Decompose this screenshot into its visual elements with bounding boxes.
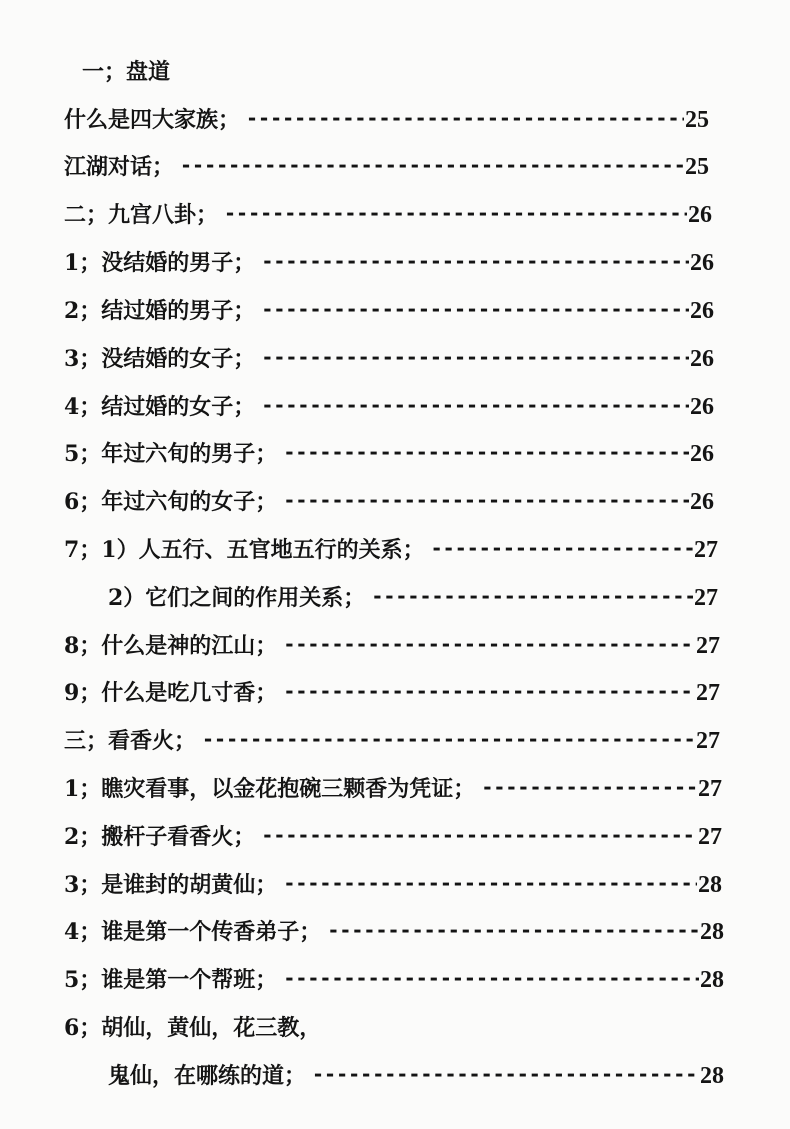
toc-entry-text: 1；没结婚的男子； <box>64 250 256 276</box>
dot-leader <box>481 773 697 801</box>
toc-page-number: 27 <box>696 728 720 754</box>
dot-leader <box>224 199 687 227</box>
dot-leader <box>431 534 693 562</box>
toc-entry <box>64 632 720 662</box>
dot-leader <box>283 630 695 658</box>
toc-entry <box>64 249 714 279</box>
toc-entry-text: 5；年过六旬的男子； <box>64 441 278 467</box>
toc-entry <box>64 488 714 518</box>
toc-entry <box>64 918 724 948</box>
dot-leader <box>261 295 689 323</box>
toc-entry-text: 4；结过婚的女子； <box>64 394 256 420</box>
toc-entry <box>64 823 722 853</box>
dot-leader <box>246 104 684 132</box>
toc-entry-text: 2）它们之间的作用关系； <box>108 585 366 611</box>
dot-leader <box>283 486 689 514</box>
toc-entry <box>64 871 722 901</box>
toc-entry-text: 3；没结婚的女子； <box>64 346 256 372</box>
dot-leader <box>327 916 699 944</box>
toc-entry-text: 7；1）人五行、五官地五行的关系； <box>64 537 425 563</box>
toc-entry <box>64 536 718 566</box>
toc-page-number: 27 <box>694 537 718 563</box>
dot-leader <box>283 869 697 897</box>
toc-entry-text: 3；是谁封的胡黄仙； <box>64 872 278 898</box>
toc-entry <box>108 1062 724 1092</box>
dot-leader <box>261 821 697 849</box>
toc-entry <box>64 727 720 757</box>
toc-page-number: 27 <box>698 824 722 850</box>
toc-entry-text: 1；瞧灾看事，以金花抱碗三颗香为凭证； <box>64 776 476 802</box>
dot-leader <box>283 438 689 466</box>
toc-page-number: 27 <box>696 680 720 706</box>
toc-entry <box>64 153 709 183</box>
toc-entry <box>64 440 714 470</box>
toc-page-number: 26 <box>690 250 714 276</box>
toc-entry <box>64 201 712 231</box>
toc-entry-text: 6；胡仙，黄仙，花三教， <box>64 1015 322 1041</box>
toc-page-number: 25 <box>685 154 709 180</box>
section-title: 一；盘道 <box>82 59 171 85</box>
toc-page-number: 26 <box>690 489 714 515</box>
toc-entry <box>64 679 720 709</box>
toc-entry-text: 9；什么是吃几寸香； <box>64 680 278 706</box>
toc-page-number: 28 <box>700 919 724 945</box>
toc-entry <box>64 345 714 375</box>
toc-entry <box>64 393 714 423</box>
toc-page-number: 25 <box>685 107 709 133</box>
toc-page-number: 26 <box>690 346 714 372</box>
dot-leader <box>261 247 689 275</box>
toc-page-number: 27 <box>694 585 718 611</box>
toc-entry-text: 三；看香火； <box>64 728 197 754</box>
toc-entry-text: 2；结过婚的男子； <box>64 298 256 324</box>
toc-entry-text: 4；谁是第一个传香弟子； <box>64 919 322 945</box>
dot-leader <box>283 677 695 705</box>
toc-page-number: 26 <box>688 202 712 228</box>
toc-page-number: 26 <box>690 441 714 467</box>
dot-leader <box>312 1060 699 1088</box>
toc-entry-text: 什么是四大家族； <box>64 107 241 133</box>
dot-leader <box>202 725 695 753</box>
toc-entry-text: 2；搬杆子看香火； <box>64 824 256 850</box>
toc-page-number: 28 <box>698 872 722 898</box>
toc-entry <box>64 297 714 327</box>
toc-entry-text: 6；年过六旬的女子； <box>64 489 278 515</box>
toc-entry-text: 江湖对话； <box>64 154 175 180</box>
toc-page-number: 26 <box>690 394 714 420</box>
toc-entry-text: 鬼仙，在哪练的道； <box>108 1063 307 1089</box>
toc-page-number: 28 <box>700 1063 724 1089</box>
toc-entry <box>64 106 709 136</box>
toc-entry <box>108 584 718 614</box>
toc-entry <box>64 966 724 996</box>
toc-page-number: 27 <box>696 633 720 659</box>
toc-entry-text: 8；什么是神的江山； <box>64 633 278 659</box>
toc-page-number: 27 <box>698 776 722 802</box>
toc-page-number: 26 <box>690 298 714 324</box>
toc-page-number: 28 <box>700 967 724 993</box>
dot-leader <box>261 343 689 371</box>
dot-leader <box>283 964 699 992</box>
toc-entry-text: 5；谁是第一个帮班； <box>64 967 278 993</box>
dot-leader <box>261 391 689 419</box>
toc-entry-text: 二；九宫八卦； <box>64 202 219 228</box>
dot-leader <box>371 582 693 610</box>
toc-entry <box>64 775 722 805</box>
dot-leader <box>180 151 684 179</box>
